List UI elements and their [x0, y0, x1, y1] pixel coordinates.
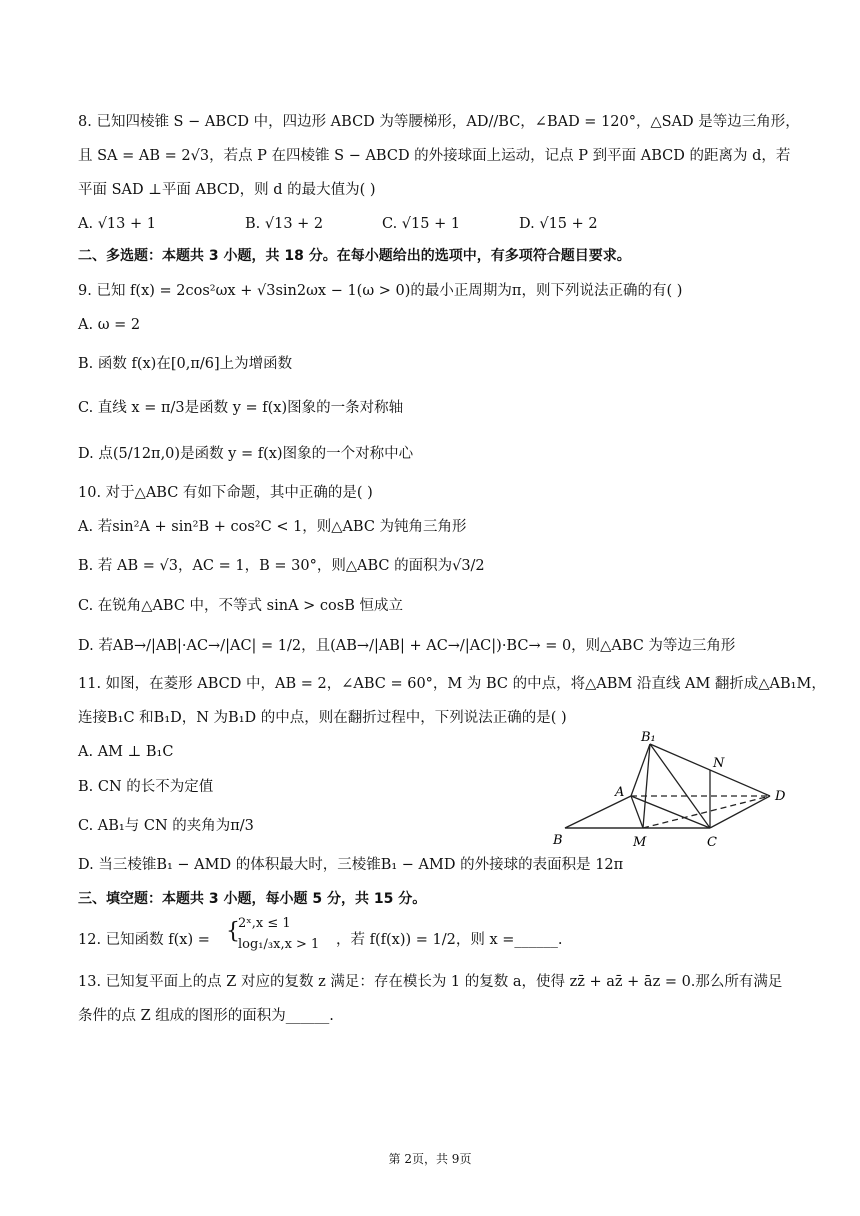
q12-brace: {	[226, 919, 240, 944]
q11-folded-rhombus-figure	[545, 730, 805, 855]
q8-option-b: B. √13 + 2	[245, 216, 324, 232]
page-footer: 第 2页，共 9页	[388, 1152, 472, 1166]
q10-option-a: A. 若sin²A + sin²B + cos²C < 1，则△ABC 为钝角三角形	[78, 519, 467, 535]
q12-tail: ，若 f(f(x)) = 1/2，则 x =______.	[336, 932, 563, 948]
q9-stem: 9. 已知 f(x) = 2cos²ωx + √3sin2ωx − 1(ω > 0)的最小正周期为π，则下列说法正确的有( )	[78, 283, 683, 299]
q10-option-b: B. 若 AB = √3，AC = 1，B = 30°，则△ABC 的面积为√3/2	[78, 558, 485, 574]
q9-option-d: D. 点(5/12π,0)是函数 y = f(x)图象的一个对称中心	[78, 446, 414, 462]
label-d: D	[775, 789, 786, 804]
q11-line1: 11. 如图，在菱形 ABCD 中，AB = 2，∠ABC = 60°，M 为 BC 的中点，将△ABM 沿直线 AM 翻折成△AB₁M，	[78, 676, 826, 692]
q11-line2: 连接B₁C 和B₁D，N 为B₁D 的中点，则在翻折过程中，下列说法正确的是( )	[78, 710, 567, 726]
label-c: C	[707, 835, 717, 850]
q9-option-a: A. ω = 2	[78, 317, 141, 333]
q11-option-b: B. CN 的长不为定值	[78, 779, 214, 795]
q12-case-2: log₁/₃x,x > 1	[238, 937, 320, 952]
q9-option-c: C. 直线 x = π/3是函数 y = f(x)图象的一条对称轴	[78, 400, 404, 416]
label-m: M	[633, 835, 647, 850]
q11-option-a: A. AM ⊥ B₁C	[78, 744, 174, 760]
q13-line1: 13. 已知复平面上的点 Z 对应的复数 z 满足：存在模长为 1 的复数 a，使得 zz̄ + az̄ + āz = 0.那么所有满足	[78, 974, 783, 990]
label-b1: B₁	[641, 730, 656, 745]
q13-line2: 条件的点 Z 组成的图形的面积为______.	[78, 1008, 334, 1024]
q12-lead: 12. 已知函数 f(x) =	[78, 932, 210, 948]
label-n: N	[713, 756, 725, 771]
q8-line3: 平面 SAD ⊥平面 ABCD，则 d 的最大值为( )	[78, 182, 376, 198]
q8-option-d: D. √15 + 2	[519, 216, 598, 232]
section-fill-in-heading: 三、填空题：本题共 3 小题，每小题 5 分，共 15 分。	[78, 891, 427, 907]
q9-option-b: B. 函数 f(x)在[0,π/6]上为增函数	[78, 356, 293, 372]
q10-option-d: D. 若AB→/|AB|·AC→/|AC| = 1/2，且(AB→/|AB| + AC→/|AC|)·BC→ = 0，则△ABC 为等边三角形	[78, 638, 736, 654]
q10-option-c: C. 在锐角△ABC 中，不等式 sinA > cosB 恒成立	[78, 598, 403, 614]
label-b: B	[553, 833, 563, 848]
q8-option-c: C. √15 + 1	[382, 216, 461, 232]
q11-option-d: D. 当三棱锥B₁ − AMD 的体积最大时，三棱锥B₁ − AMD 的外接球的表面积是 12π	[78, 857, 624, 873]
q11-option-c: C. AB₁与 CN 的夹角为π/3	[78, 818, 254, 834]
q8-option-a: A. √13 + 1	[78, 216, 156, 232]
q10-stem: 10. 对于△ABC 有如下命题，其中正确的是( )	[78, 485, 373, 501]
label-a: A	[615, 785, 625, 800]
q8-line1: 8. 已知四棱锥 S − ABCD 中，四边形 ABCD 为等腰梯形，AD//BC，∠BAD = 120°，△SAD 是等边三角形，	[78, 114, 800, 130]
section-multiple-choice-heading: 二、多选题：本题共 3 小题，共 18 分。在每小题给出的选项中，有多项符合题目要求。	[78, 248, 631, 264]
q8-line2: 且 SA = AB = 2√3，若点 P 在四棱锥 S − ABCD 的外接球面上运动，记点 P 到平面 ABCD 的距离为 d，若	[78, 148, 791, 164]
q12-case-1: 2ˣ,x ≤ 1	[238, 916, 291, 931]
